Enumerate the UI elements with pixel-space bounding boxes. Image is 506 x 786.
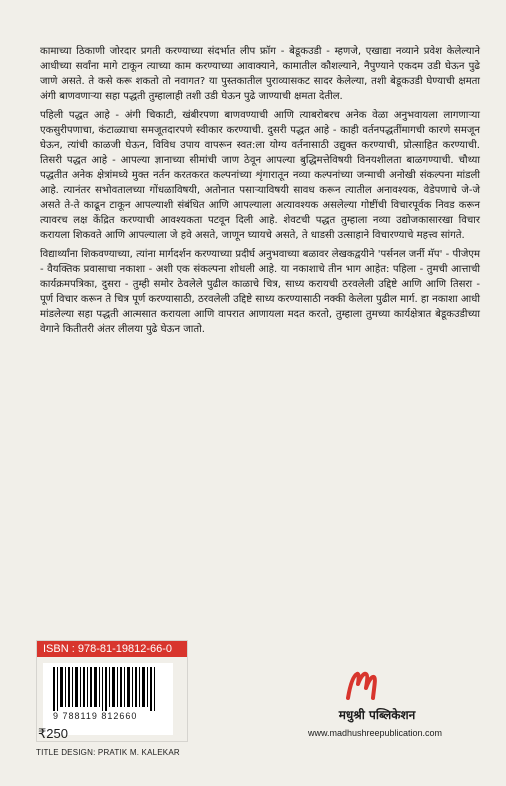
- back-cover-blurb: [40, 44, 480, 341]
- isbn-label: ISBN : 978-81-19812-66-0: [37, 641, 187, 657]
- blurb-paragraph-3: विद्यार्थ्यांना शिकवण्याच्या, त्यांना मार्गदर्शन करण्याच्या प्रदीर्घ अनुभवाच्या बळावर लेखकद्वयीने 'पर्सनल जर्नी मॅप' - पीजेएम - वैयक्तिक प्रवासाचा नकाशा - अशी एक संकल्पना शोधली आहे. या नकाशाचे तीन भाग आहेत: पहिला - तुमची आत्ताची कार्यक्रमपत्रिका, दुसरा - तुम्ही समोर ठेवलेले पुढील काळाचे चित्र, साध्य करायची ठरवलेली उद्दिष्टे आणि आणि तिसरा - पूर्ण विचार करून ते चित्र पूर्ण करण्यासाठी, ठरवलेली उद्दिष्टे साध्य करण्यासाठी नक्की केलेला पुढील मार्ग. हा नकाशा आधी मांडलेल्या सहा पद्धती आत्मसात करायला आणि वापरात आणायला मदत करतो, तुम्हाला तुमच्या कार्यक्षेत्रात बेडूकउडीच्या वेगाने कितीतरी अंतर लीलया पुढे घेऊन जातो.: [40, 249, 480, 335]
- price: ₹250: [38, 726, 68, 741]
- publisher-name: मधुश्री पब्लिकेशन: [338, 708, 416, 722]
- blurb-paragraph-1: कामाच्या ठिकाणी जोरदार प्रगती करण्याच्या संदर्भात लीप फ्रॉग - बेडूकउडी - म्हणजे, एखाद्या नव्याने प्रवेश केलेल्याने आधीच्या सर्वांना मागे टाकून त्याच्या काम करण्याच्या आवाक्याने, कामातील कौशल्याने, नैपुण्याने एकदम उडी घेऊन पुढे जाणे असते. ते कसे करू शकतो तो नवागत? या पुस्तकातील पुराव्यासकट सादर केलेल्या, तशी बेडूकउडी घेण्याची क्षमता अंगी बाणवणाऱ्या सहा पद्धती तुम्हालाही तशी उडी घेऊन पुढे जाण्याची क्षमता देतील.: [40, 46, 480, 102]
- barcode-icon: [53, 667, 163, 711]
- barcode-number: 9 788119 812660: [53, 711, 138, 721]
- publisher-website: www.madhushreepublication.com: [307, 728, 443, 738]
- blurb-paragraph-2: पहिली पद्धत आहे - अंगी चिकाटी, खंबीरपणा बाणवण्याची आणि त्याबरोबरच अनेक वेळा अनुभवायला लागणाऱ्या एकसुरीपणाचा, कंटाळ्याचा समजूतदारपणे स्वीकार करण्याची. दुसरी पद्धत आहे - काही वर्तनपद्धतींमागची कारणे समजून घेऊन, त्यांची काळजी घेऊन, विविध उपाय वापरून स्वत:ला योग्य वर्तनासाठी उद्युक्त करण्याची, प्रोत्साहित करण्याची. तिसरी पद्धत आहे - आपल्या ज्ञानाच्या सीमांची जाण ठेवून आपल्या बुद्धिमत्तेविषयी विनयशीलता बाळगण्याची. चौथ्या पद्धतीत अनेक क्षेत्रांमध्ये मुक्त नर्तन करतकरत कल्पनांच्या शृंगारातून नव्या कल्पनांच्या जन्माची अनोखी संकल्पना मांडली आहे. त्यानंतर सभोवतालच्या गोंधळाविषयी, अतोनात पसाऱ्याविषयी सावध करून त्यातील अनावश्यक, वेडेपणाचे जे-जे असते ते-ते काढून टाकून आपल्याशी संबंधित आणि आपल्याला अत्यावश्यक असलेल्या गोष्टींची विचारपूर्वक निवड करून त्यावरच लक्ष केंद्रित करण्याची आवश्यकता पटवून दिली आहे. शेवटची पद्धत तुम्हाला नव्या उद्योजकासारखा विचार करायला शिकवते आणि आपल्याला जे हवे असते, जाणून घ्यायचे असते, ते धाडसी उत्साहाने विचारण्याचे महत्त्व सांगते.: [40, 110, 480, 241]
- barcode: [43, 663, 173, 735]
- title-design-credit: TITLE DESIGN: PRATIK M. KALEKAR: [36, 748, 180, 757]
- publisher-logo-icon: [344, 668, 378, 700]
